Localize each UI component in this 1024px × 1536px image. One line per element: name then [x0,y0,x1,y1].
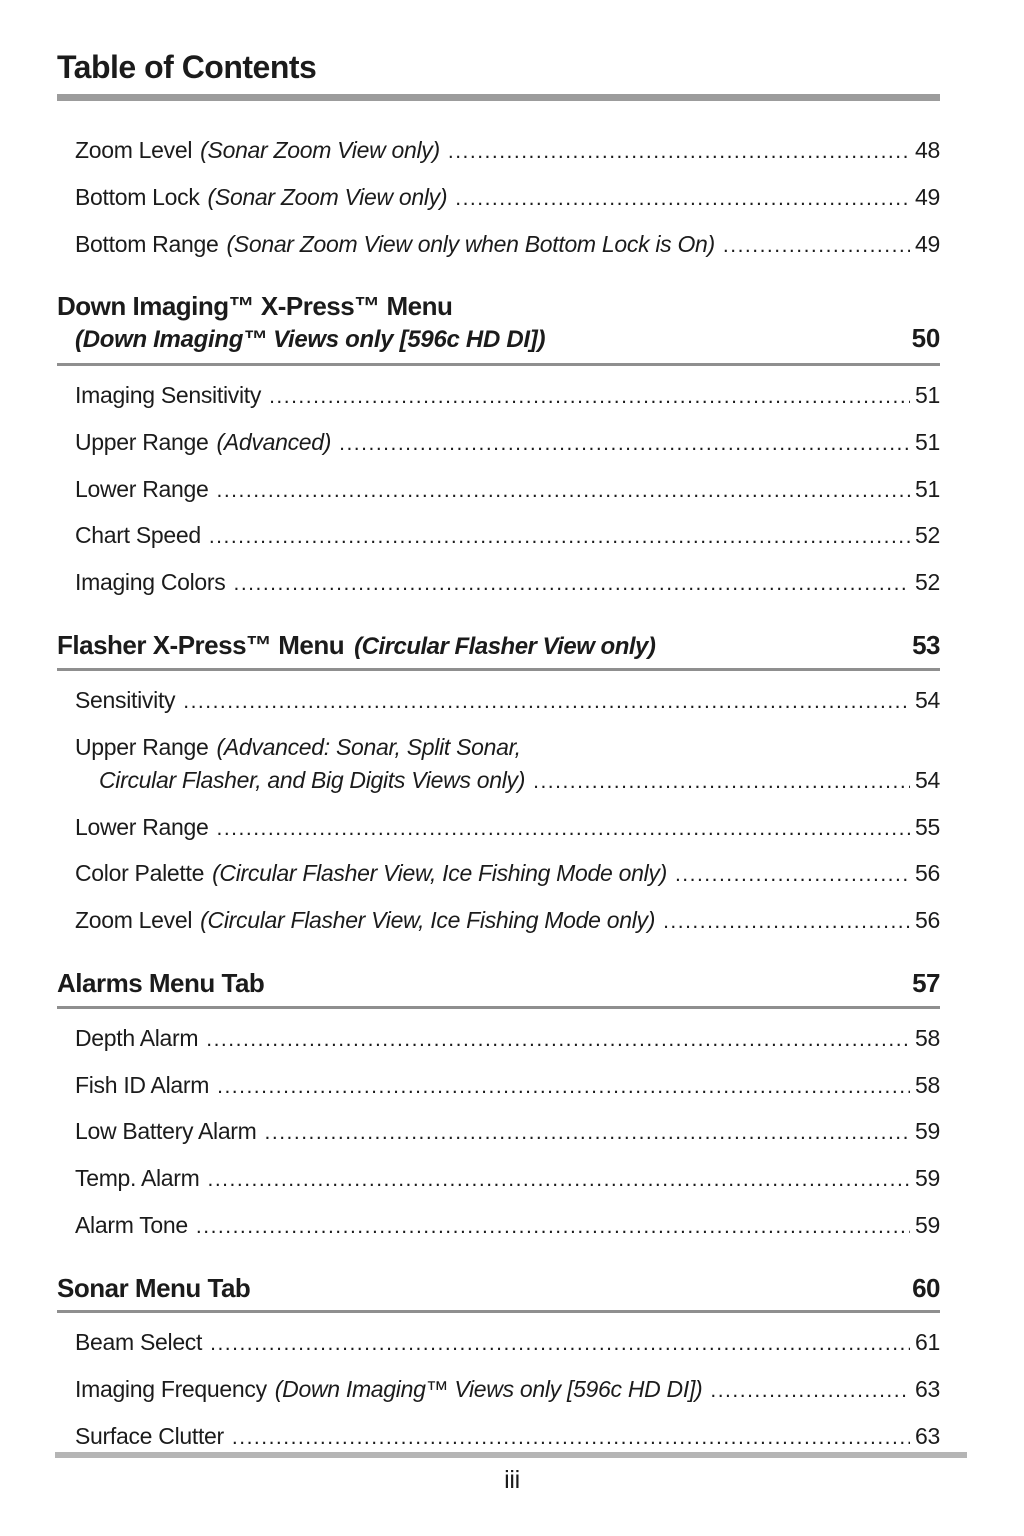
dot-leader [217,476,911,504]
section-heading [57,631,940,671]
dot-leader [448,137,910,165]
entry-title: Color Palette [75,860,205,887]
dot-leader [663,907,910,935]
entry-page-number: 49 [915,230,940,257]
dot-leader [675,860,910,888]
dot-leader [723,231,910,259]
entry-page-number: 51 [915,382,940,409]
heading-page-number: 50 [911,323,940,354]
heading-title: Alarms Menu Tab [57,967,265,998]
entry-note: (Sonar Zoom View only) [200,137,440,164]
toc-entry [75,907,940,935]
entry-title: Upper Range [75,733,209,760]
entry-page-number: 58 [915,1024,940,1051]
entry-title: Depth Alarm [75,1024,199,1051]
entry-title: Beam Select [75,1329,203,1356]
heading-page-number: 53 [912,630,940,660]
dot-leader [232,1423,910,1451]
toc-entry [75,1376,940,1404]
dot-leader [217,1072,910,1100]
dot-leader [210,1329,910,1357]
toc-entry [75,429,940,457]
dot-leader [208,1165,911,1193]
dot-leader [265,1118,910,1146]
entry-title: Bottom Lock [75,183,200,210]
toc-entry [75,184,940,212]
toc-section-down-imaging-xpress-menu [57,292,940,597]
entry-page-number: 56 [915,860,940,887]
footer-page-number: iii [504,1466,520,1494]
entry-note: (Circular Flasher View, Ice Fishing Mode only) [212,860,667,887]
entry-page-number: 51 [915,428,940,455]
dot-leader [339,429,910,457]
entry-page-number: 48 [915,137,940,164]
entry-note: (Advanced) [216,428,332,455]
dot-leader [533,767,910,795]
entry-title: Lower Range [75,813,209,840]
section-heading [57,292,940,366]
entry-page-number: 59 [915,1211,940,1238]
entry-title: Lower Range [75,475,209,502]
toc-entry [75,1212,940,1240]
entry-page-number: 59 [915,1118,940,1145]
toc-entry [75,476,940,504]
toc-group-continuation [57,137,940,258]
dot-leader [455,184,910,212]
dot-leader [209,522,910,550]
toc-entry [75,687,940,715]
dot-leader [206,1025,910,1053]
entry-title: Imaging Frequency [75,1376,267,1403]
dot-leader [269,382,910,410]
entry-note: (Advanced: Sonar, Split Sonar, [216,733,521,760]
heading-title: Down Imaging™ X-Press™ Menu [57,291,453,322]
toc-entry [75,1165,940,1193]
toc-entry-line1 [75,734,940,761]
dot-leader [233,569,910,597]
section-heading [57,1274,940,1314]
toc-entry-line2 [75,767,940,795]
heading-title: Sonar Menu Tab [57,1272,251,1303]
entry-title: Upper Range [75,428,209,455]
entry-title: Low Battery Alarm [75,1118,257,1145]
toc-entry [75,569,940,597]
heading-subtitle: (Down Imaging™ Views only [596c HD DI]) [75,326,546,354]
entry-title: Fish ID Alarm [75,1071,210,1098]
dot-leader [710,1376,910,1404]
entry-title: Chart Speed [75,522,201,549]
entry-page-number: 55 [915,813,940,840]
entry-page-number: 52 [915,522,940,549]
page-title: Table of Contents [57,49,317,85]
entry-title: Imaging Sensitivity [75,382,262,409]
dot-leader [196,1212,910,1240]
entry-page-number: 49 [915,183,940,210]
entry-page-number: 63 [915,1376,940,1403]
entry-page-number: 56 [915,907,940,934]
entry-page-number: 54 [915,686,940,713]
heading-page-number: 57 [912,967,940,998]
toc-section-alarms-menu-tab [57,969,940,1240]
toc-entry [75,860,940,888]
entry-page-number: 54 [915,766,940,793]
entry-note: (Sonar Zoom View only when Bottom Lock is On) [226,230,715,257]
footer-rule [55,1452,967,1458]
heading-page-number: 60 [912,1272,940,1303]
heading-title: Flasher X-Press™ Menu [57,630,345,660]
entry-page-number: 61 [915,1329,940,1356]
section-heading [57,969,940,1009]
toc-entry [75,814,940,842]
toc-entry [75,1329,940,1357]
entry-note-continued: Circular Flasher, and Big Digits Views only) [99,766,526,793]
entry-title: Surface Clutter [75,1422,224,1449]
entry-note: (Circular Flasher View, Ice Fishing Mode only) [200,907,656,934]
title-rule [57,94,940,101]
entry-title: Sensitivity [75,686,176,713]
entry-title: Temp. Alarm [75,1165,200,1192]
toc-entry [75,522,940,550]
entry-page-number: 58 [915,1071,940,1098]
toc-entry [75,1118,940,1146]
toc-section-flasher-xpress-menu [57,631,940,935]
entry-title: Alarm Tone [75,1211,188,1238]
entry-title: Bottom Range [75,230,219,257]
entry-title: Zoom Level [75,907,193,934]
toc-page [57,50,940,1470]
toc-entry [75,1072,940,1100]
entry-note: (Sonar Zoom View only) [207,183,448,210]
entry-page-number: 51 [915,475,940,502]
toc-entry [75,1025,940,1053]
entry-page-number: 63 [915,1422,940,1449]
entry-title: Imaging Colors [75,569,226,596]
toc-section-sonar-menu-tab [57,1274,940,1451]
toc-entry [75,231,940,259]
entry-page-number: 52 [915,569,940,596]
entry-page-number: 59 [915,1165,940,1192]
toc-entry [75,382,940,410]
dot-leader [217,814,911,842]
heading-note: (Circular Flasher View only) [354,633,656,660]
toc-entry [75,1423,940,1451]
entry-title: Zoom Level [75,137,193,164]
entry-note: (Down Imaging™ Views only [596c HD DI]) [274,1376,703,1403]
dot-leader [183,687,910,715]
toc-entry [75,137,940,165]
